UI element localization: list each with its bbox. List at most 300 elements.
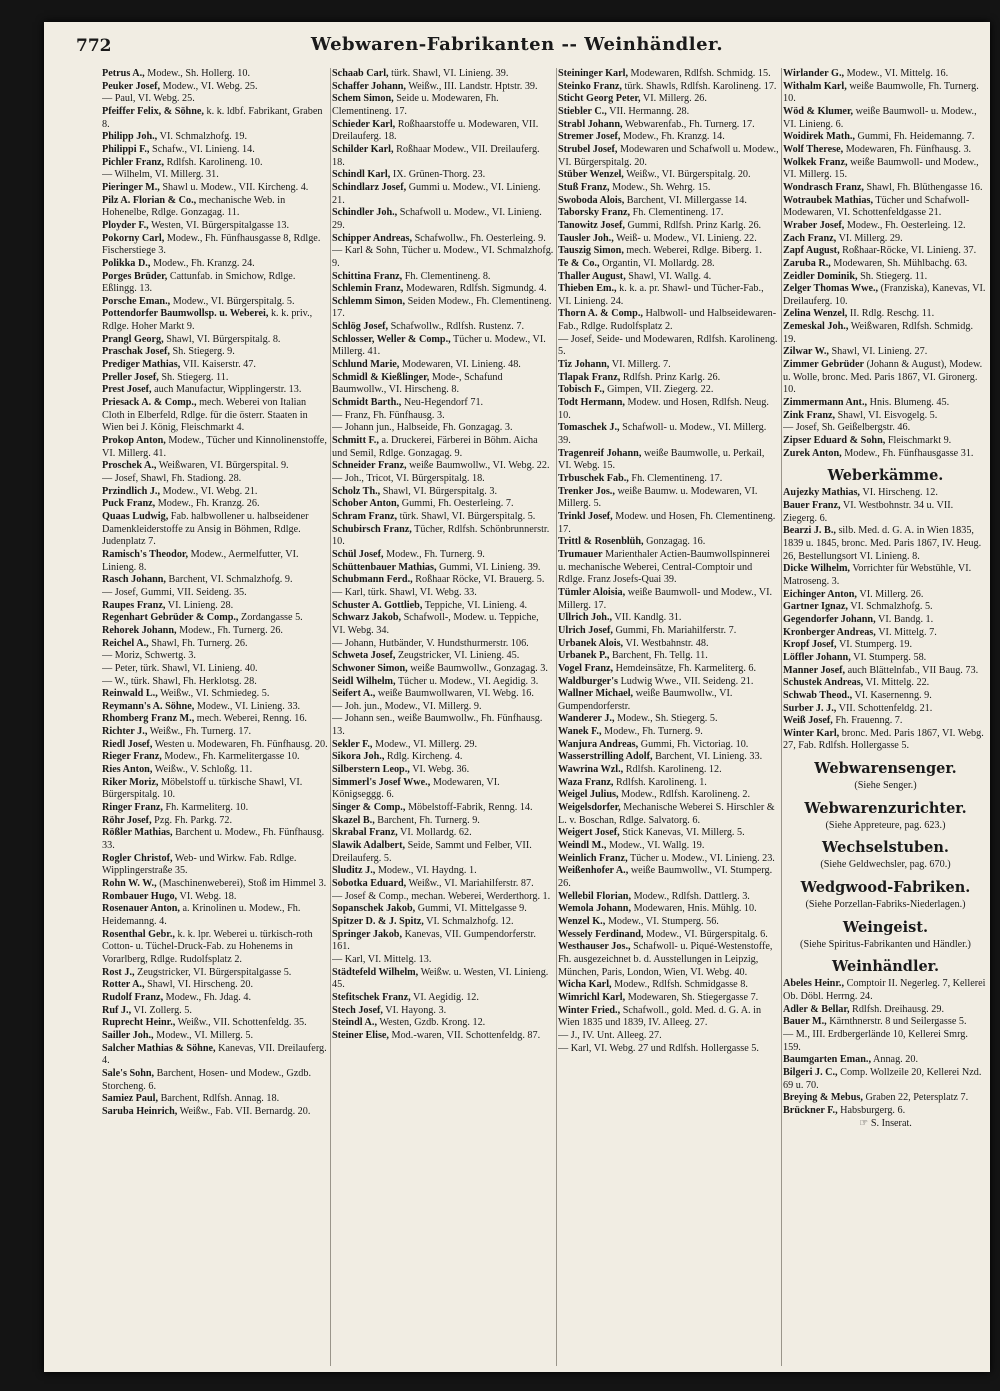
entry-name: Wöd & Klumer, [783, 105, 854, 117]
entry-details: — W., türk. Shawl, Fh. Herklotsg. 28. [102, 675, 257, 687]
directory-entry [783, 346, 988, 359]
entry-details: Barchent, VI. Schmalzhofg. 9. [165, 574, 293, 586]
entry-details: Weißw., VII. Schottenfeldg. 35. [175, 1017, 307, 1029]
entry-details: VI. Hirscheng. 12. [859, 487, 938, 499]
entry-details: VI. Stumperg. 19. [836, 639, 913, 651]
entry-name: Schwoner Simon, [332, 662, 408, 674]
directory-entry [558, 448, 779, 473]
directory-entry [332, 81, 554, 94]
entry-details: VII. Hermanng. 28. [606, 105, 690, 117]
directory-entry [558, 979, 779, 992]
entry-name: Peuker Josef, [102, 80, 161, 92]
entry-name: Sale's Sohn, [102, 1067, 155, 1079]
directory-entry [332, 245, 554, 270]
entry-details: Gummi, Fh. Heidemanng. 7. [854, 131, 975, 143]
section-heading: Webwarensenger. [814, 760, 957, 778]
directory-entry [783, 321, 988, 346]
entry-details: Möbelstoff-Fabrik, Renng. 14. [405, 802, 533, 814]
entry-details: Modew., Aermelfutter, VI. Linieng. 8. [102, 548, 299, 573]
directory-entry [332, 840, 554, 865]
entry-details: Modewaren, VI. Königseggg. 6. [332, 776, 500, 801]
directory-entry [102, 853, 328, 878]
entry-details: Schafwoll- u. Piqué-Westenstoffe, Fh. ausgezeichnet b. d. Ausstellungen in Leipzig, München, Paris, London, Wien, VI. Webg. 40. [558, 941, 773, 978]
entry-name: Rosenauer Anton, [102, 903, 180, 915]
directory-entry [102, 676, 328, 689]
entry-details: — Josef, Shawl, Fh. Stadiong. 28. [102, 473, 242, 484]
entry-details: Westen, Gzdb. Krong. 12. [377, 1017, 486, 1029]
entry-name: Zipser Eduard & Sohn, [783, 435, 886, 447]
entry-details: Modew., Rdlfsh. Karolineng. 2. [618, 789, 751, 801]
entry-details: Tücher u. Modew., VI. Aegidig. 3. [395, 675, 539, 687]
entry-details: Mode-, Schafund Baumwollw., VI. Hirscheng. 8. [332, 371, 503, 396]
directory-entry [558, 144, 779, 169]
entry-details: VI. Zollerg. 5. [131, 1004, 192, 1016]
directory-entry [102, 587, 328, 600]
entry-name: Reichel A., [102, 637, 149, 649]
entry-details: — M., III. Erdbergerlände 10, Kellerei Smrg. 159. [783, 1029, 968, 1053]
entry-details: Stick Kanevas, VI. Millerg. 5. [619, 827, 745, 839]
directory-entry [558, 119, 779, 132]
directory-entry [558, 1043, 779, 1056]
directory-entry [332, 68, 554, 81]
entry-details: Tücher u. Modew., VI. Linieng. 23. [627, 852, 775, 864]
entry-name: Zaruba R., [783, 257, 831, 269]
entry-details: Modew., Sh. Wehrg. 15. [609, 181, 711, 193]
entry-name: Zeidler Dominik, [783, 270, 858, 282]
directory-entry [783, 258, 988, 271]
cross-reference-note: (Siehe Porzellan-Fabriks-Niederlagen.) [805, 899, 966, 911]
entry-details: Gummi u. Modew., VI. Linieng. 21. [332, 181, 541, 206]
entry-name: Schül Josef, [332, 548, 384, 560]
entry-name: Pilz A. Florian & Co., [102, 194, 197, 206]
entry-details: Shawl, VI. Bürgerspitalg. 8. [163, 333, 281, 345]
entry-details: Rdlg. Kircheng. 4. [384, 751, 463, 763]
cross-reference-note: (Siehe Geldwechsler, pag. 670.) [820, 859, 951, 871]
entry-details: Vorrichter für Webstühle, VI. Matroseng. 3. [783, 563, 972, 587]
directory-entry [332, 802, 554, 815]
entry-name: Zapf August, [783, 245, 840, 257]
directory-entry [102, 701, 328, 714]
entry-name: Urbanek Alois, [558, 637, 624, 649]
directory-entry [332, 701, 554, 714]
directory-entry [332, 954, 554, 967]
entry-name: Winter Fried., [558, 1004, 621, 1016]
entry-name: Weinlich Franz, [558, 852, 628, 864]
directory-entry [332, 916, 554, 929]
entry-details: VI. Kasernenng. 9. [852, 689, 932, 701]
entry-name: Kronberger Andreas, [783, 626, 876, 638]
directory-entry [332, 549, 554, 562]
entry-details: Barchent, Rdlfsh. Annag. 18. [158, 1093, 280, 1105]
entry-name: Schneider Franz, [332, 460, 407, 472]
entry-name: Pieringer M., [102, 181, 160, 193]
directory-entry [558, 486, 779, 511]
entry-details: Shawl, VI. Hirscheng. 20. [144, 979, 253, 991]
entry-name: Schubmann Ferd., [332, 574, 413, 586]
directory-entry [783, 525, 988, 563]
entry-details: Modew., VI. Bürgerspitalg. 6. [643, 928, 768, 940]
entry-details: VII. Kandlg. 31. [612, 612, 682, 624]
entry-details: Modew., Fh. Turnerg. 26. [176, 624, 283, 636]
entry-details: Modew., VI. Millerg. 5. [153, 1029, 254, 1041]
entry-details: Modew., VI. Mittelg. 16. [844, 68, 949, 79]
entry-name: Prokop Anton, [102, 435, 166, 447]
directory-entry [558, 422, 779, 447]
entry-name: Stiebler C., [558, 105, 607, 117]
directory-entry [102, 777, 328, 802]
entry-details: Comp. Wollzeile 20, Kellerei Nzd. 69 u. 70. [783, 1067, 982, 1091]
entry-details: Modew., VI. Webg. 21. [160, 485, 258, 497]
entry-details: Modewaren, Hnis. Mühlg. 10. [631, 903, 757, 915]
entry-details: weiße Baumwolle, u. Perkail, VI. Webg. 15. [558, 447, 765, 472]
directory-entry [102, 638, 328, 651]
entry-details: — Joh., Tricot, VI. Bürgerspitalg. 18. [332, 473, 485, 484]
entry-details: k. k. ldbf. Fabrikant, Graben 8. [102, 105, 323, 130]
entry-details: — Joh. jun., Modew., VI. Millerg. 9. [332, 700, 482, 712]
directory-entry [102, 233, 328, 258]
directory-entry [332, 410, 554, 423]
directory-entry [783, 157, 988, 182]
directory-entry [558, 865, 779, 890]
directory-entry [332, 574, 554, 587]
entry-name: Schieder Karl, [332, 118, 396, 130]
entry-name: Sluditz J., [332, 865, 376, 877]
entry-details: (Franziska), Kanevas, VI. Dreilauferg. 10. [783, 283, 986, 307]
entry-name: Trumauer [558, 548, 603, 560]
entry-name: Schwarz Jakob, [332, 612, 402, 624]
directory-entry [102, 1043, 328, 1068]
section-heading: Webwarenzurichter. [804, 799, 967, 817]
directory-entry [558, 106, 779, 119]
directory-entry [783, 271, 988, 284]
directory-entry [558, 992, 779, 1005]
entry-name: Wawrina Wzl., [558, 764, 624, 776]
entry-name: Te & Co., [558, 257, 600, 269]
entry-details: — Josef, Sh. Geißelbergstr. 46. [783, 422, 911, 434]
entry-details: weiße Baumwollw., Gonzagag. 3. [407, 662, 548, 674]
entry-name: Skrabal Franz, [332, 827, 398, 839]
entry-name: Seifert A., [332, 688, 376, 700]
entry-details: Organtin, VI. Mollardg. 28. [599, 257, 715, 269]
entry-name: Weigelsdorfer, [558, 802, 621, 814]
entry-details: VI. Linieng. 28. [165, 599, 234, 611]
page-title: Webwaren-Fabrikanten -- Weinhändler. [310, 34, 724, 55]
directory-entry [558, 549, 779, 587]
entry-details: türk. Shawl, VI. Linieng. 39. [388, 68, 509, 79]
entry-details: Shawl, Fh. Turnerg. 26. [148, 637, 248, 649]
entry-details: türk. Shawls, Rdlfsh. Karolineng. 17. [621, 80, 777, 92]
entry-details: Modew., VI. Webg. 25. [160, 80, 258, 92]
entry-name: Zurek Anton, [783, 447, 842, 459]
directory-entry [783, 131, 988, 144]
entry-details: Gummi, VI. Linieng. 39. [436, 561, 541, 573]
directory-entry [102, 271, 328, 296]
entry-name: Schwab Theod., [783, 689, 853, 701]
directory-entry [783, 1067, 988, 1092]
entry-details: Weißwaren, VI. Bürgerspital. 9. [156, 460, 289, 472]
entry-name: Schlemin Franz, [332, 283, 404, 295]
directory-entry [332, 929, 554, 954]
entry-details: — Paul, VI. Webg. 25. [102, 93, 195, 105]
entry-name: Zelina Wenzel, [783, 308, 848, 320]
directory-entry [332, 827, 554, 840]
directory-entry [102, 1106, 328, 1119]
entry-details: VI. Hayong. 3. [382, 1004, 447, 1016]
entry-name: Puck Franz, [102, 498, 156, 510]
entry-name: Vogel Franz, [558, 662, 614, 674]
entry-details: Neu-Hegendorf 71. [401, 397, 484, 409]
entry-details: Modew., Fh. Kranzg. 14. [620, 131, 725, 143]
entry-name: Wanek F., [558, 726, 602, 738]
entry-name: Aujezky Mathias, [783, 487, 860, 499]
entry-details: Weißw., VI. Mariahilferstr. 87. [406, 878, 534, 889]
directory-entry [558, 726, 779, 739]
entry-details: Modew., Fh. Fünfhausgasse 31. [841, 447, 974, 459]
entry-details: — Johann jun., Halbseide, Fh. Gonzagag. 3. [332, 422, 513, 434]
entry-details: Modew., Fh. Turnerg. 9. [601, 726, 703, 738]
entry-name: Pokorny Carl, [102, 232, 165, 244]
directory-entry [558, 397, 779, 422]
entry-name: Strubel Josef, [558, 143, 618, 155]
entry-details: Shawl, VI. Bürgerspitalg. 3. [380, 485, 497, 497]
directory-entry [558, 68, 779, 81]
entry-details: mech. Weberei von Italian Cloth in Elberfeld, Rdlge. für die österr. Staaten in Wien bei J. König, Fleischmarkt 4. [102, 397, 308, 434]
directory-entry [558, 511, 779, 536]
entry-name: Pfeiffer Felix, & Söhne, [102, 105, 204, 117]
entry-name: Simmerl's Josef Wwe., [332, 776, 431, 788]
entry-details: — Karl & Sohn, Tücher u. Modew., VI. Schmalzhofg. 9. [332, 245, 554, 269]
entry-details: VI. Webg. 18. [177, 890, 237, 902]
directory-entry [558, 663, 779, 676]
entry-details: Modew., Fh. Oesterleing. 12. [844, 219, 966, 231]
entry-details: Schafwollw., Fh. Oesterleing. 9. [412, 232, 546, 244]
directory-entry [332, 119, 554, 144]
entry-details: Weißw., Fh. Turnerg. 17. [147, 726, 252, 738]
directory-entry [102, 384, 328, 397]
entry-name: Reymann's A. Söhne, [102, 700, 195, 712]
directory-entry [558, 359, 779, 372]
entry-details: Kanevas, VII. Gumpendorferstr. 161. [332, 928, 536, 953]
directory-entry [332, 587, 554, 600]
entry-name: Breying & Mebus, [783, 1092, 863, 1104]
directory-entry [332, 878, 554, 891]
directory-entry [332, 435, 554, 460]
page-number: 772 [76, 36, 112, 56]
entry-name: Gegendorfer Johann, [783, 613, 876, 625]
entry-details: Weißw. u. Westen, VI. Linieng. 45. [332, 966, 549, 991]
entry-name: Skazel B., [332, 814, 375, 826]
entry-details: weiße Baumwollw., VI. Stumperg. 26. [558, 865, 773, 889]
entry-details: VI. Schmalzhofg. 12. [423, 915, 514, 927]
column-2 [332, 68, 554, 1366]
entry-details: Modew., Tücher und Kinnolinenstoffe, VI. Millerg. 41. [102, 435, 327, 459]
entry-details: auch Manufactur, Wipplingerstr. 13. [151, 384, 302, 396]
entry-details: Seide u. Modewaren, Fh. Clementineng. 17. [332, 93, 499, 117]
entry-name: Schmitt F., [332, 435, 379, 447]
entry-name: Sobotka Eduard, [332, 878, 407, 889]
entry-name: Schüttenbauer Mathias, [332, 561, 437, 573]
column-divider [781, 68, 782, 1366]
entry-details: — Josef, Seide- und Modewaren, Rdlfsh. Karolineng. 5. [558, 333, 778, 358]
entry-name: Woidirek Math., [783, 131, 855, 143]
directory-entry [783, 308, 988, 321]
entry-name: Schaab Carl, [332, 68, 389, 79]
entry-details: — Peter, türk. Shawl, VI. Linieng. 40. [102, 662, 258, 674]
entry-details: — Karl, VI. Mittelg. 13. [332, 953, 432, 965]
entry-name: Stüber Wenzel, [558, 169, 624, 181]
entry-details: Fh. Clementineng. 17. [628, 473, 723, 484]
entry-name: Gartner Ignaz, [783, 601, 848, 613]
entry-name: Rotter A., [102, 979, 145, 991]
entry-details: Schafwollw., Rdlfsh. Rustenz. 7. [388, 321, 525, 333]
entry-name: Wraber Josef, [783, 219, 845, 231]
directory-entry [332, 296, 554, 321]
directory-entry [558, 271, 779, 284]
entry-details: Fh. Frauenng. 7. [832, 715, 903, 727]
entry-name: Rhomberg Franz M., [102, 713, 195, 725]
entry-details: Comptoir II. Negerleg. 7, Kellerei Ob. Döbl. Herrng. 24. [783, 978, 986, 1003]
entry-name: Prest Josef, [102, 384, 152, 396]
entry-name: Ruprecht Heinr., [102, 1017, 176, 1029]
entry-details: Zeugstricker, VI. Linieng. 45. [395, 650, 520, 662]
entry-details: Modewaren, Sh. Mühlbachg. 63. [830, 257, 968, 269]
entry-details: Roßhaar-Röcke, VI. Linieng. 37. [839, 245, 977, 257]
entry-details: türk. Shawl, VI. Bürgerspitalg. 5. [397, 510, 536, 522]
entry-details: IX. Grünen-Thorg. 23. [390, 169, 486, 181]
entry-details: Seide, Sammt und Felber, VII. Dreilauferg. 5. [332, 840, 532, 864]
entry-name: Strabl Johann, [558, 118, 623, 130]
entry-details: Modewaren und Schafwoll u. Modew., VI. Bürgerspitalg. 20. [558, 143, 779, 168]
entry-name: Wellebil Florian, [558, 890, 632, 902]
directory-entry [332, 815, 554, 828]
entry-name: Proschek A., [102, 460, 157, 472]
directory-entry [783, 106, 988, 131]
entry-name: Petrus A., [102, 68, 145, 79]
directory-entry [102, 359, 328, 372]
entry-details: Modew. und Hosen, Fh. Clementineng. 17. [558, 510, 776, 535]
directory-entry [558, 258, 779, 271]
entry-name: Trenker Jos., [558, 485, 615, 497]
directory-entry [558, 739, 779, 752]
directory-entry [558, 283, 779, 308]
directory-entry [783, 728, 988, 753]
entry-details: Cattunfab. in Smichow, Rdlge. Eßlingg. 13. [102, 270, 296, 295]
entry-name: Rohn W. W., [102, 878, 157, 889]
entry-details: Barchent, Fh. Turnerg. 9. [374, 814, 480, 826]
entry-details: Barchent, VI. Millergasse 14. [624, 194, 747, 206]
directory-entry [558, 1005, 779, 1030]
entry-details: bronc. Med. Paris 1867, VI. Webg. 27, Fab. Rdlfsh. Hollergasse 5. [783, 727, 984, 752]
entry-details: Schafwoll-, Modew. u. Teppiche, VI. Webg. 34. [332, 612, 539, 636]
entry-name: Withalm Karl, [783, 80, 847, 92]
directory-entry [332, 865, 554, 878]
entry-name: Schittina Franz, [332, 270, 403, 282]
directory-entry [102, 106, 328, 131]
directory-entry [332, 397, 554, 410]
directory-entry [558, 612, 779, 625]
entry-name: Zimmermann Ant., [783, 397, 868, 409]
directory-entry [102, 144, 328, 157]
entry-details: Roßhaarstoffe u. Modewaren, VII. Dreilauferg. 18. [332, 118, 539, 143]
entry-details: Barchent u. Modew., Fh. Fünfhausg. 33. [102, 827, 325, 852]
directory-entry [332, 739, 554, 752]
entry-name: Ullrich Joh., [558, 612, 613, 624]
directory-entry [783, 448, 988, 461]
entry-name: Pichler Franz, [102, 156, 165, 168]
entry-details: Tücher u. Modew., VI. Millerg. 41. [332, 333, 546, 358]
entry-name: Riedl Josef, [102, 738, 153, 750]
directory-entry [102, 967, 328, 980]
entry-details: Tücher, Rdlfsh. Schönbrunnerstr. 10. [332, 523, 550, 548]
entry-details: Modewaren, Sh. Stiegergasse 7. [625, 991, 759, 1003]
entry-name: Sikora Joh., [332, 751, 385, 763]
entry-name: Silberstern Leop., [332, 764, 410, 776]
entry-name: Polikka D., [102, 257, 151, 269]
directory-entry [102, 498, 328, 511]
entry-name: Weißenhofer A., [558, 865, 629, 877]
directory-entry [783, 233, 988, 246]
entry-details: — Moriz, Schwertg. 3. [102, 650, 196, 662]
directory-entry [558, 751, 779, 764]
directory-entry [332, 182, 554, 207]
directory-entry [102, 815, 328, 828]
entry-details: Gimpen, VII. Ziegerg. 22. [604, 384, 714, 396]
directory-entry [332, 676, 554, 689]
entry-details: VII. Kaiserstr. 47. [180, 359, 256, 371]
entry-name: Seidl Wilhelm, [332, 675, 396, 687]
directory-entry [558, 764, 779, 777]
entry-name: Löffler Johann, [783, 651, 851, 663]
directory-entry [558, 587, 779, 612]
directory-entry [332, 93, 554, 118]
directory-entry [102, 1068, 328, 1093]
entry-details: Modew., Fh. Turnerg. 9. [383, 548, 485, 560]
entry-name: Philippi F., [102, 143, 150, 155]
directory-entry [102, 802, 328, 815]
section-heading: Weingeist. [842, 918, 929, 936]
entry-name: Wanderer J., [558, 713, 615, 725]
directory-entry [783, 359, 988, 397]
entry-name: Sticht Georg Peter, [558, 93, 641, 105]
entry-name: Manner Josef, [783, 664, 846, 676]
entry-name: Salcher Mathias & Söhne, [102, 1042, 216, 1054]
entry-name: Zemeskal Joh., [783, 321, 849, 333]
entry-name: Wenzel K., [558, 915, 606, 927]
entry-details: k. k. lpr. Weberei u. türkisch-roth Cotton- u. Tüchel-Druck-Fab. zu Hohenems in Vorarlberg, Rdlge. Rudolfsplatz 2. [102, 928, 313, 965]
entry-name: Rehorek Johann, [102, 624, 177, 636]
entry-name: Tlapak Franz, [558, 371, 621, 383]
entry-details: VI. Millerg. 26. [640, 93, 707, 105]
entry-details: Roßhaar Modew., VII. Dreilauferg. 18. [332, 143, 540, 168]
entry-name: Ulrich Josef, [558, 624, 613, 636]
directory-entry [558, 536, 779, 549]
section-heading: Weinhändler. [831, 958, 940, 976]
entry-details: Shawl, VI. Wallg. 4. [625, 270, 712, 282]
entry-details: a. Druckerei, Färberei in Böhm. Aicha und Semil, Rdlge. Gonzagag. 9. [332, 435, 538, 459]
entry-name: Porsche Eman., [102, 295, 171, 307]
entry-name: Weiß Josef, [783, 715, 833, 727]
entry-details: Modew., Fh. Karmelitergasse 10. [161, 751, 300, 763]
directory-entry [783, 601, 988, 614]
entry-details: Rdlfsh. Karolineng. 1. [613, 776, 707, 788]
directory-entry [102, 688, 328, 701]
directory-entry [783, 627, 988, 640]
directory-entry [102, 549, 328, 574]
entry-details: Seiden Modew., Fh. Clementineng. 17. [332, 295, 552, 320]
entry-details: weiße Baumwolle, Fh. Turnerg. 10. [783, 80, 979, 105]
directory-entry [332, 751, 554, 764]
entry-details: Modew., Fh. Jdag. 4. [163, 991, 252, 1003]
